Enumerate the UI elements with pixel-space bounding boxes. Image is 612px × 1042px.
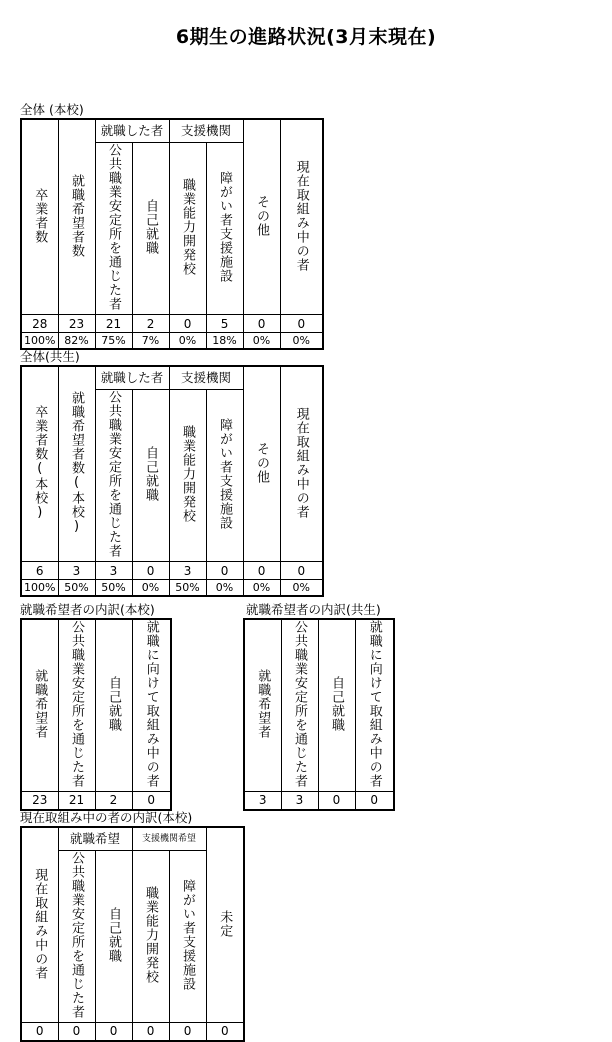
header-cell: 未定: [206, 827, 244, 1023]
header-cell: 就職希望者: [21, 619, 58, 792]
count-cell: 0: [243, 315, 280, 333]
header-cell: 現在取組み中の者: [21, 827, 58, 1023]
header-cell: 就職に向けて取組み中の者: [355, 619, 394, 792]
header-cell: 自己就職: [132, 143, 169, 315]
table-overall-main: [20, 118, 324, 350]
group-header-support: 支援機関希望: [132, 827, 206, 851]
percent-cell: 0%: [206, 580, 243, 596]
header-cell: 自己就職: [132, 390, 169, 562]
count-cell: 3: [58, 562, 95, 580]
header-cell: 自己就職: [95, 851, 132, 1023]
count-cell: 0: [206, 562, 243, 580]
count-cell: 3: [169, 562, 206, 580]
count-cell: 0: [132, 1023, 169, 1041]
percent-cell: 50%: [95, 580, 132, 596]
table-applicants-joint: [243, 618, 395, 811]
group-header-support: 支援機関: [169, 366, 243, 390]
table-overall-main-caption: 全体 (本校): [20, 102, 84, 117]
header-cell: 現在取組み中の者: [280, 119, 323, 315]
count-cell: 0: [280, 315, 323, 333]
count-cell: 21: [58, 792, 95, 810]
header-cell: 自己就職: [318, 619, 355, 792]
count-cell: 23: [58, 315, 95, 333]
percent-cell: 75%: [95, 333, 132, 349]
count-cell: 0: [132, 562, 169, 580]
count-cell: 0: [95, 1023, 132, 1041]
count-cell: 28: [21, 315, 58, 333]
table-applicants-main-caption: 就職希望者の内訳(本校): [20, 602, 155, 617]
header-cell: 就職希望者数(本校): [58, 366, 95, 562]
table-overall-joint-caption: 全体(共生): [20, 349, 80, 364]
page-title: 6期生の進路状況(3月末現在): [175, 26, 437, 48]
count-cell: 3: [95, 562, 132, 580]
group-header-employ: 就職希望: [58, 827, 132, 851]
percent-cell: 0%: [280, 333, 323, 349]
percent-cell: 0%: [243, 580, 280, 596]
header-cell: その他: [243, 366, 280, 562]
percent-cell: 7%: [132, 333, 169, 349]
header-cell: 公共職業安定所を通じた者: [58, 619, 95, 792]
percent-cell: 50%: [58, 580, 95, 596]
header-cell: その他: [243, 119, 280, 315]
count-cell: 0: [280, 562, 323, 580]
header-cell: 障がい者支援施設: [169, 851, 206, 1023]
header-cell: 就職希望者数: [58, 119, 95, 315]
count-cell: 3: [281, 792, 318, 810]
header-cell: 公共職業安定所を通じた者: [95, 143, 132, 315]
header-cell: 公共職業安定所を通じた者: [58, 851, 95, 1023]
header-cell: 障がい者支援施設: [206, 390, 243, 562]
header-cell: 障がい者支援施設: [206, 143, 243, 315]
header-cell: 公共職業安定所を通じた者: [95, 390, 132, 562]
count-cell: 0: [58, 1023, 95, 1041]
group-header-support: 支援機関: [169, 119, 243, 143]
table-applicants-main: [20, 618, 172, 811]
count-cell: 0: [169, 1023, 206, 1041]
percent-cell: 100%: [21, 333, 58, 349]
header-cell: 卒業者数: [21, 119, 58, 315]
table-inprogress-main: [20, 826, 245, 1042]
header-cell: 職業能力開発校: [132, 851, 169, 1023]
count-cell: 0: [132, 792, 171, 810]
count-cell: 6: [21, 562, 58, 580]
percent-cell: 0%: [280, 580, 323, 596]
header-cell: 公共職業安定所を通じた者: [281, 619, 318, 792]
header-cell: 職業能力開発校: [169, 143, 206, 315]
header-cell: 職業能力開発校: [169, 390, 206, 562]
percent-cell: 100%: [21, 580, 58, 596]
percent-cell: 0%: [132, 580, 169, 596]
table-overall-joint: [20, 365, 324, 597]
group-header-employed: 就職した者: [95, 366, 169, 390]
count-cell: 21: [95, 315, 132, 333]
header-cell: 就職希望者: [244, 619, 281, 792]
count-cell: 2: [95, 792, 132, 810]
percent-cell: 0%: [243, 333, 280, 349]
count-cell: 23: [21, 792, 58, 810]
group-header-employed: 就職した者: [95, 119, 169, 143]
count-cell: 0: [355, 792, 394, 810]
count-cell: 0: [21, 1023, 58, 1041]
header-cell: 自己就職: [95, 619, 132, 792]
header-cell: 就職に向けて取組み中の者: [132, 619, 171, 792]
header-cell: 現在取組み中の者: [280, 366, 323, 562]
table-inprogress-main-caption: 現在取組み中の者の内訳(本校): [20, 810, 193, 825]
count-cell: 5: [206, 315, 243, 333]
percent-cell: 0%: [169, 333, 206, 349]
table-applicants-joint-caption: 就職希望者の内訳(共生): [246, 602, 381, 617]
count-cell: 0: [318, 792, 355, 810]
percent-cell: 18%: [206, 333, 243, 349]
header-cell: 卒業者数(本校): [21, 366, 58, 562]
percent-cell: 50%: [169, 580, 206, 596]
count-cell: 2: [132, 315, 169, 333]
percent-cell: 82%: [58, 333, 95, 349]
count-cell: 0: [206, 1023, 244, 1041]
count-cell: 0: [169, 315, 206, 333]
count-cell: 3: [244, 792, 281, 810]
count-cell: 0: [243, 562, 280, 580]
